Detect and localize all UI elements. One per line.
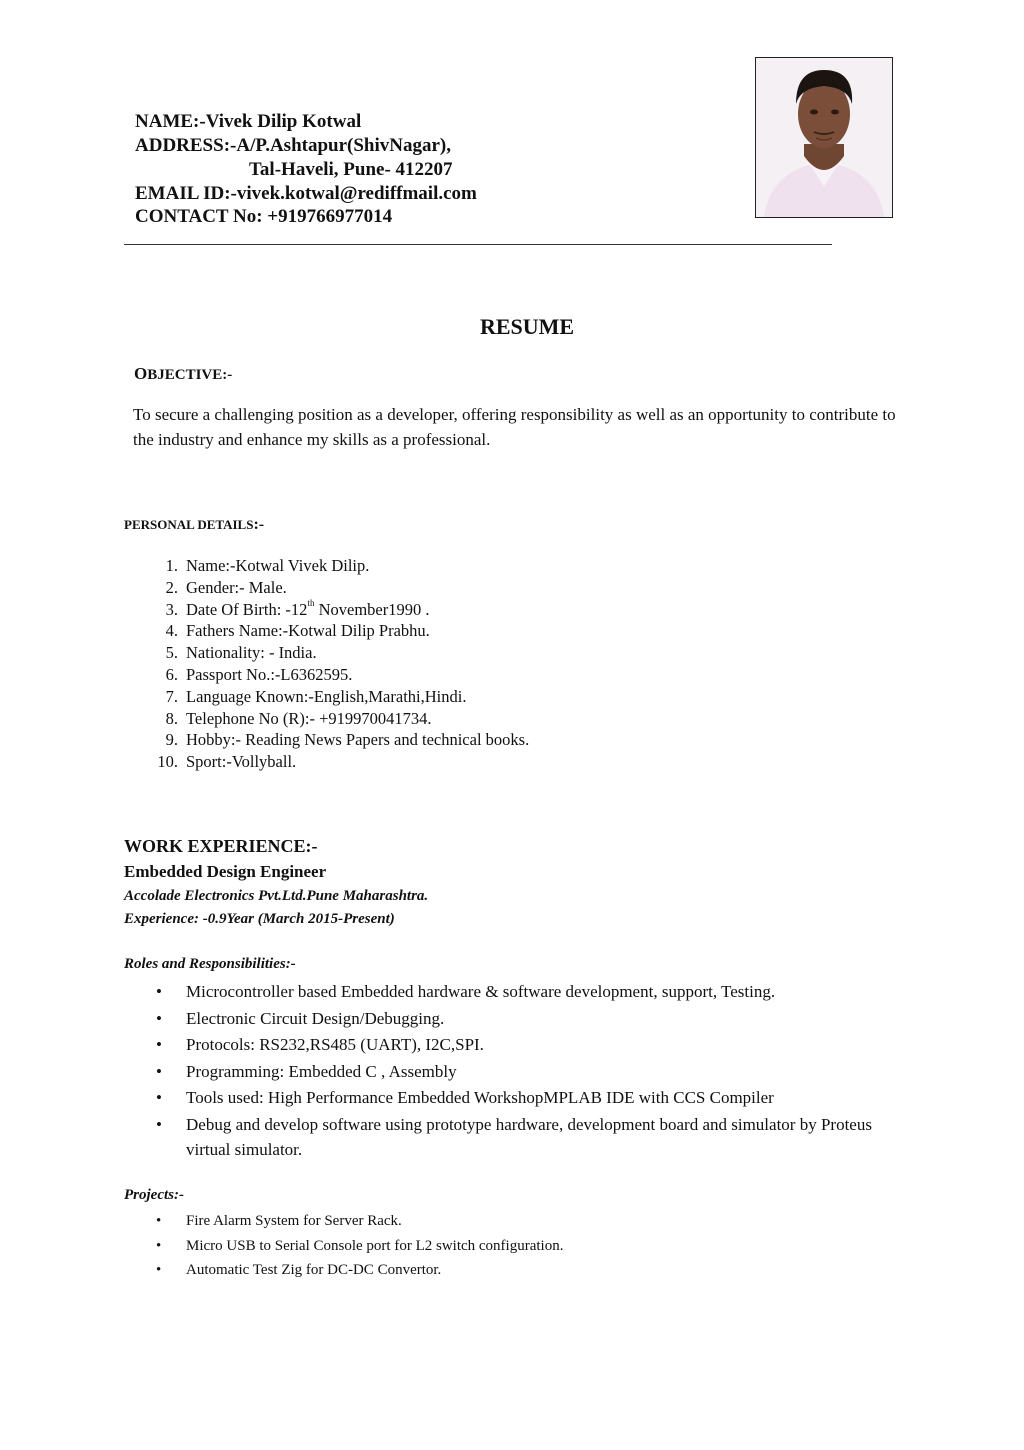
responsibilities-list [156, 979, 906, 1163]
email-line: EMAIL ID:-vivek.kotwal@rediffmail.com [135, 183, 477, 204]
bullet-icon: • [156, 1114, 162, 1134]
objective-text: To secure a challenging position as a developer, offering responsibility as well as an opportunity to contribute to the industry and enhance my skills as a professional. [133, 405, 896, 449]
bullet-icon: • [156, 1213, 162, 1229]
projects-list [156, 1209, 563, 1283]
list-item: 5. Nationality: - India. [165, 643, 317, 663]
list-item: • Tools used: High Performance Embedded WorkshopMPLAB IDE with CCS Compiler [156, 1085, 906, 1110]
bullet-icon: • [156, 1008, 162, 1028]
list-item: • Micro USB to Serial Console port for L2 switch configuration. [156, 1234, 563, 1259]
list-item: • Programming: Embedded C , Assembly [156, 1059, 906, 1084]
projects-heading: Projects:- [124, 1187, 184, 1203]
job-role: Embedded Design Engineer [124, 862, 327, 881]
list-item: 10. Sport:-Vollyball. [157, 752, 297, 772]
address-line-1: ADDRESS:-A/P.Ashtapur(ShivNagar), [135, 135, 452, 156]
list-item: • Debug and develop software using prototype hardware, development board and simulator by Proteus virtual simulator. [156, 1112, 906, 1162]
personal-details-list [150, 555, 529, 773]
personal-details-heading: PERSONAL DETAILS:- [124, 516, 265, 533]
list-item: 3. Date Of Birth: -12th November1990 . [165, 597, 430, 619]
list-item: 6. Passport No.:-L6362595. [165, 664, 353, 684]
page-title: RESUME [479, 314, 575, 339]
list-item: 7. Language Known:-English,Marathi,Hindi. [165, 686, 467, 706]
list-item: 9. Hobby:- Reading News Papers and technical books. [165, 730, 530, 750]
experience-duration: Experience: -0.9Year (March 2015-Present) [124, 911, 395, 927]
bullet-icon: • [156, 1035, 162, 1054]
list-item: • Automatic Test Zig for DC-DC Convertor. [156, 1258, 563, 1283]
bullet-icon: • [156, 1262, 162, 1278]
bullet-icon: • [156, 982, 162, 1001]
profile-photo [755, 57, 893, 218]
list-item: • Microcontroller based Embedded hardware & software development, support, Testing. [156, 979, 906, 1004]
list-item: 2. Gender:- Male. [165, 577, 287, 597]
list-item: • Electronic Circuit Design/Debugging. [156, 1006, 906, 1031]
name-line: NAME:-Vivek Dilip Kotwal [135, 111, 362, 132]
list-item: • Protocols: RS232,RS485 (UART), I2C,SPI. [156, 1032, 906, 1057]
contact-line: CONTACT No: +919766977014 [135, 206, 393, 227]
company-name: Accolade Electronics Pvt.Ltd.Pune Maharashtra. [124, 888, 429, 904]
bullet-icon: • [156, 1237, 162, 1254]
roles-heading: Roles and Responsibilities:- [124, 956, 296, 972]
header-divider [124, 244, 832, 245]
address-line-2: Tal-Haveli, Pune- 412207 [249, 159, 453, 180]
bullet-icon: • [156, 1061, 162, 1081]
list-item: • Fire Alarm System for Server Rack. [156, 1209, 563, 1234]
work-experience-heading: WORK EXPERIENCE:- [124, 836, 318, 856]
bullet-icon: • [156, 1088, 162, 1107]
list-item: 8. Telephone No (R):- +919970041734. [165, 708, 432, 728]
list-item: 1. Name:-Kotwal Vivek Dilip. [165, 556, 370, 575]
list-item: 4. Fathers Name:-Kotwal Dilip Prabhu. [165, 621, 430, 641]
objective-heading: OBJECTIVE:- [134, 364, 233, 383]
person-photo-icon [756, 58, 892, 217]
